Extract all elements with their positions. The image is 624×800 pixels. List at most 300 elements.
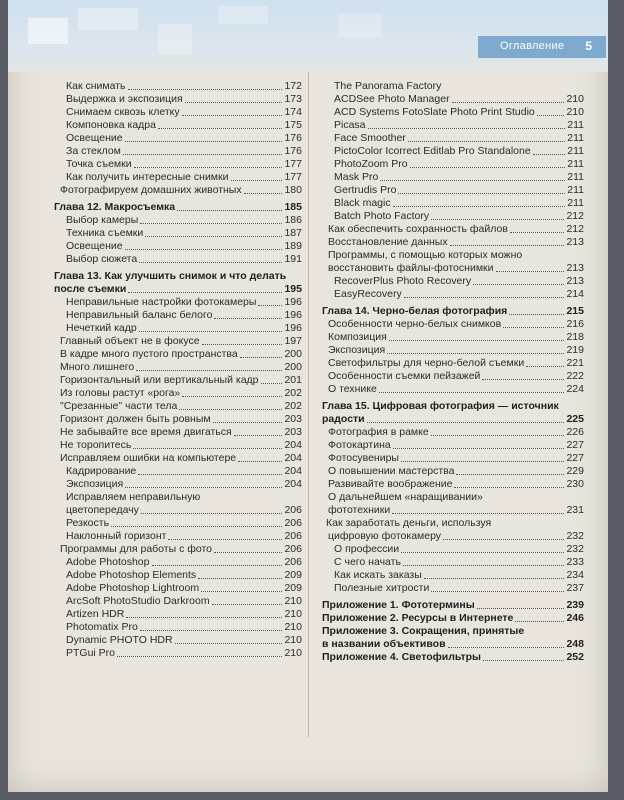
dot-leader	[168, 539, 282, 540]
toc-entry	[322, 517, 584, 530]
toc-entry-title: Исправляем неправильную	[66, 491, 201, 503]
dot-leader	[212, 604, 283, 605]
toc-chapter-entry	[322, 612, 584, 625]
toc-entry-page: 206	[284, 517, 302, 529]
dot-leader	[454, 487, 564, 488]
toc-entry-page: 177	[284, 158, 302, 170]
toc-entry	[54, 582, 302, 595]
dot-leader	[431, 591, 564, 592]
toc-entry-title: Нечеткий кадр	[66, 322, 137, 334]
toc-entry-title: в названии объективов	[322, 638, 446, 650]
toc-right-column	[322, 80, 584, 664]
dot-leader	[198, 578, 282, 579]
dot-leader	[117, 656, 282, 657]
dot-leader	[515, 621, 564, 622]
dot-leader	[128, 89, 283, 90]
dot-leader	[125, 487, 282, 488]
dot-leader	[483, 660, 564, 661]
toc-entry	[54, 119, 302, 132]
toc-chapter-entry	[322, 400, 584, 413]
toc-entry-title: PhotoZoom Pro	[334, 158, 408, 170]
dot-leader	[136, 370, 282, 371]
toc-entry	[54, 530, 302, 543]
toc-entry	[54, 253, 302, 266]
toc-entry-title: Приложение 2. Ресурсы в Интернете	[322, 612, 514, 624]
toc-entry-page: 246	[566, 612, 584, 624]
toc-entry	[54, 309, 302, 322]
toc-chapter-entry	[54, 283, 302, 296]
toc-entry-title: Компоновка кадра	[66, 119, 156, 131]
toc-entry	[322, 582, 584, 595]
toc-entry	[322, 171, 584, 184]
dot-leader	[443, 539, 564, 540]
toc-entry-page: 211	[567, 184, 584, 196]
toc-entry	[322, 93, 584, 106]
toc-entry	[54, 171, 302, 184]
toc-entry-title: Приложение 4. Светофильтры	[322, 651, 481, 663]
toc-entry-page: 176	[284, 145, 302, 157]
dot-leader	[152, 565, 283, 566]
toc-entry	[322, 197, 584, 210]
toc-chapter-entry	[322, 651, 584, 664]
toc-entry-page: 212	[566, 223, 584, 235]
toc-entry-title: Глава 14. Черно-белая фотография	[322, 305, 508, 317]
toc-entry	[54, 227, 302, 240]
dot-leader	[158, 128, 283, 129]
toc-entry-page: 186	[284, 214, 302, 226]
toc-entry-title: Mask Pro	[334, 171, 379, 183]
toc-entry-page: 206	[284, 504, 302, 516]
toc-entry-title: Программы для работы с фото	[60, 543, 213, 555]
toc-entry	[54, 296, 302, 309]
toc-entry-page: 211	[567, 171, 584, 183]
toc-entry-title: Глава 15. Цифровая фотография — источник	[322, 400, 559, 412]
dot-leader	[537, 115, 565, 116]
toc-entry-title: после съемки	[54, 283, 127, 295]
page-number: 5	[585, 39, 592, 53]
toc-entry	[54, 504, 302, 517]
dot-leader	[509, 314, 564, 315]
toc-entry-page: 196	[284, 296, 302, 308]
toc-entry-title: Светофильтры для черно-белой съемки	[328, 357, 525, 369]
toc-entry-title: радости	[322, 413, 365, 425]
toc-entry-page: 204	[284, 478, 302, 490]
dot-leader	[123, 154, 283, 155]
toc-entry-title: Приложение 1. Фототермины	[322, 599, 475, 611]
dot-leader	[231, 180, 283, 181]
toc-entry-page: 177	[284, 171, 302, 183]
toc-entry-title: Picasa	[334, 119, 366, 131]
toc-entry-page: 173	[284, 93, 302, 105]
toc-entry-page: 191	[284, 253, 302, 265]
toc-entry	[322, 262, 584, 275]
toc-entry-title: О технике	[328, 383, 377, 395]
dot-leader	[410, 167, 566, 168]
toc-entry	[54, 132, 302, 145]
toc-entry-page: 216	[566, 318, 584, 330]
toc-entry	[322, 210, 584, 223]
toc-entry-title: Фотокартина	[328, 439, 391, 451]
toc-entry	[54, 240, 302, 253]
toc-entry-page: 213	[566, 275, 584, 287]
toc-entry	[322, 119, 584, 132]
toc-entry-title: Экспозиция	[66, 478, 124, 490]
toc-entry-page: 210	[566, 106, 584, 118]
toc-entry-title: Как снимать	[66, 80, 126, 92]
toc-entry-title: Композиция	[328, 331, 387, 343]
toc-entry-title: Adobe Photoshop	[66, 556, 150, 568]
toc-entry-title: Горизонт должен быть ровным	[60, 413, 211, 425]
toc-entry-page: 202	[284, 387, 302, 399]
toc-entry-title: Выбор сюжета	[66, 253, 138, 265]
dot-leader	[526, 366, 564, 367]
dot-leader	[139, 262, 282, 263]
toc-entry-page: 204	[284, 439, 302, 451]
toc-entry-title: Главный объект не в фокусе	[60, 335, 200, 347]
dot-leader	[450, 245, 565, 246]
toc-entry	[322, 543, 584, 556]
dot-leader	[185, 102, 283, 103]
toc-entry	[54, 426, 302, 439]
dot-leader	[244, 193, 283, 194]
toc-entry-page: 200	[284, 361, 302, 373]
toc-entry-title: С чего начать	[334, 556, 401, 568]
toc-entry	[322, 504, 584, 517]
toc-entry-title: Программы, с помощью которых можно	[328, 249, 523, 261]
toc-entry-page: 213	[566, 236, 584, 248]
dot-leader	[238, 461, 282, 462]
toc-entry-page: 204	[284, 452, 302, 464]
toc-entry	[54, 478, 302, 491]
toc-entry-title: Dynamic PHOTO HDR	[66, 634, 173, 646]
toc-entry	[54, 543, 302, 556]
toc-entry-title: Выбор камеры	[66, 214, 139, 226]
toc-entry	[54, 595, 302, 608]
toc-entry	[322, 318, 584, 331]
toc-entry-title: Горизонтальный или вертикальный кадр	[60, 374, 259, 386]
toc-entry-page: 234	[566, 569, 584, 581]
dot-leader	[214, 318, 282, 319]
toc-entry	[322, 158, 584, 171]
toc-entry-page: 196	[284, 309, 302, 321]
dot-leader	[477, 608, 565, 609]
dot-leader	[403, 565, 565, 566]
toc-entry	[54, 439, 302, 452]
toc-entry-title: Полезные хитрости	[334, 582, 430, 594]
toc-entry-page: 201	[284, 374, 302, 386]
dot-leader	[496, 271, 565, 272]
toc-entry-page: 214	[566, 288, 584, 300]
toc-entry	[54, 608, 302, 621]
dot-leader	[389, 340, 565, 341]
toc-entry-title: Adobe Photoshop Lightroom	[66, 582, 200, 594]
toc-entry-page: 211	[567, 158, 584, 170]
toc-entry-page: 206	[284, 556, 302, 568]
dot-leader	[139, 331, 283, 332]
toc-entry-page: 248	[566, 638, 584, 650]
dot-leader	[393, 448, 565, 449]
toc-entry	[322, 478, 584, 491]
toc-entry-title: Фотография в рамке	[328, 426, 429, 438]
toc-entry-page: 219	[566, 344, 584, 356]
toc-entry-page: 211	[567, 119, 584, 131]
toc-entry	[54, 335, 302, 348]
book-page	[8, 0, 608, 792]
dot-leader	[424, 578, 565, 579]
toc-entry-page: 218	[566, 331, 584, 343]
toc-entry	[54, 348, 302, 361]
dot-leader	[140, 223, 282, 224]
toc-entry-page: 203	[284, 426, 302, 438]
toc-entry-title: О дальнейшем «наращивании»	[328, 491, 483, 503]
toc-chapter-entry	[322, 599, 584, 612]
toc-entry	[54, 361, 302, 374]
dot-leader	[201, 591, 282, 592]
toc-chapter-entry	[322, 638, 584, 651]
dot-leader	[134, 167, 283, 168]
toc-entry	[322, 556, 584, 569]
dot-leader	[482, 379, 564, 380]
toc-entry	[54, 452, 302, 465]
toc-entry-page: 200	[284, 348, 302, 360]
toc-entry	[322, 132, 584, 145]
toc-entry	[54, 556, 302, 569]
toc-entry	[322, 383, 584, 396]
toc-entry-title: Batch Photo Factory	[334, 210, 430, 222]
toc-entry	[322, 223, 584, 236]
toc-entry-page: 202	[284, 400, 302, 412]
dot-leader	[452, 102, 565, 103]
toc-entry-title: The Panorama Factory	[334, 80, 442, 92]
toc-entry-page: 180	[284, 184, 302, 196]
toc-entry-page: 210	[284, 595, 302, 607]
toc-entry-title: Резкость	[66, 517, 110, 529]
toc-entry	[322, 569, 584, 582]
toc-entry	[322, 275, 584, 288]
toc-entry-page: 213	[566, 262, 584, 274]
toc-entry	[322, 80, 584, 93]
toc-entry	[322, 452, 584, 465]
dot-leader	[380, 180, 565, 181]
toc-entry-title: Неправильный баланс белого	[66, 309, 213, 321]
toc-entry-page: 210	[284, 647, 302, 659]
dot-leader	[125, 249, 283, 250]
dot-leader	[202, 344, 283, 345]
dot-leader	[456, 474, 564, 475]
toc-entry	[322, 184, 584, 197]
toc-chapter-entry	[322, 305, 584, 318]
toc-entry-page: 209	[284, 582, 302, 594]
toc-entry-page: 187	[284, 227, 302, 239]
toc-entry-page: 197	[284, 335, 302, 347]
toc-entry-title: О профессии	[334, 543, 400, 555]
toc-entry-page: 226	[566, 426, 584, 438]
toc-entry-page: 210	[284, 608, 302, 620]
dot-leader	[533, 154, 566, 155]
dot-leader	[261, 383, 283, 384]
toc-entry-page: 209	[284, 569, 302, 581]
toc-entry-title: Развивайте воображение	[328, 478, 453, 490]
dot-leader	[140, 630, 283, 631]
toc-entry-title: Как заработать деньги, используя	[326, 517, 492, 529]
toc-chapter-entry	[54, 270, 302, 283]
toc-entry-page: 221	[566, 357, 584, 369]
toc-entry-page: 215	[566, 305, 584, 317]
toc-entry-page: 196	[284, 322, 302, 334]
toc-entry-title: Artizen HDR	[66, 608, 125, 620]
toc-entry-title: ACD Systems FotoSlate Photo Print Studio	[334, 106, 535, 118]
toc-entry-title: Исправляем ошибки на компьютере	[60, 452, 237, 464]
dot-leader	[145, 236, 282, 237]
dot-leader	[141, 513, 283, 514]
dot-leader	[111, 526, 282, 527]
toc-entry-title: ArcSoft PhotoStudio Darkroom	[66, 595, 210, 607]
column-divider	[308, 72, 309, 737]
toc-entry-title: Снимаем сквозь клетку	[66, 106, 180, 118]
dot-leader	[473, 284, 564, 285]
toc-entry-title: Black magic	[334, 197, 391, 209]
toc-entry-title: Освещение	[66, 240, 123, 252]
toc-entry	[54, 214, 302, 227]
dot-leader	[379, 392, 565, 393]
toc-entry-title: Неправильные настройки фотокамеры	[66, 296, 257, 308]
toc-entry-page: 175	[284, 119, 302, 131]
toc-entry-page: 206	[284, 530, 302, 542]
toc-entry-page: 229	[566, 465, 584, 477]
dot-leader	[368, 128, 566, 129]
toc-entry-page: 227	[566, 439, 584, 451]
dot-leader	[213, 422, 283, 423]
toc-entry-title: Особенности черно-белых снимков	[328, 318, 502, 330]
toc-entry	[54, 80, 302, 93]
toc-entry-title: Не торопитесь	[60, 439, 132, 451]
dot-leader	[448, 647, 565, 648]
toc-entry-title: Техника съемки	[66, 227, 144, 239]
dot-leader	[179, 409, 282, 410]
toc-entry-page: 237	[566, 582, 584, 594]
toc-entry-page: 230	[566, 478, 584, 490]
toc-entry	[322, 288, 584, 301]
toc-entry	[322, 439, 584, 452]
dot-leader	[177, 210, 282, 211]
toc-entry	[322, 426, 584, 439]
dot-leader	[404, 297, 565, 298]
dot-leader	[367, 422, 565, 423]
dot-leader	[125, 141, 283, 142]
toc-left-column	[54, 80, 302, 660]
toc-entry-page: 210	[284, 621, 302, 633]
toc-entry	[54, 569, 302, 582]
toc-entry	[322, 236, 584, 249]
toc-entry	[54, 517, 302, 530]
toc-entry	[54, 106, 302, 119]
toc-entry	[54, 387, 302, 400]
toc-entry	[322, 106, 584, 119]
toc-entry-title: RecoverPlus Photo Recovery	[334, 275, 472, 287]
dot-leader	[401, 461, 564, 462]
toc-chapter-entry	[322, 413, 584, 426]
toc-entry	[54, 647, 302, 660]
toc-entry-page: 185	[284, 201, 302, 213]
toc-entry-title: Освещение	[66, 132, 123, 144]
toc-entry	[322, 145, 584, 158]
toc-entry-title: Как искать заказы	[334, 569, 422, 581]
toc-entry-page: 233	[566, 556, 584, 568]
toc-entry	[322, 370, 584, 383]
toc-entry-title: "Срезанные" части тела	[60, 400, 178, 412]
dot-leader	[138, 474, 282, 475]
toc-entry-page: 211	[567, 145, 584, 157]
toc-entry	[54, 621, 302, 634]
toc-entry	[54, 413, 302, 426]
toc-entry-page: 211	[567, 197, 584, 209]
toc-entry-page: 227	[566, 452, 584, 464]
toc-entry	[322, 530, 584, 543]
dot-leader	[234, 435, 283, 436]
toc-entry-page: 176	[284, 132, 302, 144]
toc-entry-title: Фотосувениры	[328, 452, 399, 464]
toc-entry	[54, 322, 302, 335]
toc-entry-title: Выдержка и экспозиция	[66, 93, 183, 105]
toc-entry-title: Не забывайте все время двигаться	[60, 426, 232, 438]
toc-entry-title: Глава 13. Как улучшить снимок и что делать	[54, 270, 287, 282]
toc-entry-page: 210	[284, 634, 302, 646]
toc-entry-title: Приложение 3. Сокращения, принятые	[322, 625, 525, 637]
dot-leader	[175, 643, 283, 644]
toc-entry-title: Как получить интересные снимки	[66, 171, 229, 183]
toc-entry-page: 195	[284, 283, 302, 295]
toc-entry	[54, 400, 302, 413]
dot-leader	[510, 232, 565, 233]
toc-entry	[54, 465, 302, 478]
toc-entry-title: EasyRecovery	[334, 288, 402, 300]
toc-entry-page: 174	[284, 106, 302, 118]
toc-entry-title: цифровую фотокамеру	[328, 530, 442, 542]
dot-leader	[393, 206, 566, 207]
toc-entry	[322, 331, 584, 344]
toc-entry-page: 222	[566, 370, 584, 382]
toc-entry-title: ACDSee Photo Manager	[334, 93, 450, 105]
toc-entry	[54, 93, 302, 106]
running-head	[478, 36, 606, 58]
toc-entry-title: Наклонный горизонт	[66, 530, 167, 542]
toc-entry-page: 203	[284, 413, 302, 425]
toc-entry-title: восстановить файлы-фотоснимки	[328, 262, 494, 274]
toc-entry-title: Face Smoother	[334, 132, 406, 144]
toc-entry-page: 239	[566, 599, 584, 611]
toc-entry-title: Особенности съемки пейзажей	[328, 370, 481, 382]
toc-entry-page: 224	[566, 383, 584, 395]
toc-entry-page: 204	[284, 465, 302, 477]
dot-leader	[401, 552, 564, 553]
dot-leader	[258, 305, 282, 306]
toc-entry	[54, 184, 302, 197]
dot-leader	[398, 193, 565, 194]
toc-entry-page: 210	[566, 93, 584, 105]
toc-entry-title: Восстановление данных	[328, 236, 448, 248]
toc-entry-page: 225	[566, 413, 584, 425]
toc-chapter-entry	[54, 201, 302, 214]
section-title: Оглавление	[500, 40, 565, 52]
toc-entry-title: Из головы растут «рога»	[60, 387, 181, 399]
toc-entry-title: цветопередачу	[66, 504, 139, 516]
dot-leader	[408, 141, 565, 142]
toc-entry	[322, 357, 584, 370]
toc-entry-title: Gertrudis Pro	[334, 184, 397, 196]
dot-leader	[431, 219, 564, 220]
toc-entry	[54, 491, 302, 504]
dot-leader	[133, 448, 282, 449]
